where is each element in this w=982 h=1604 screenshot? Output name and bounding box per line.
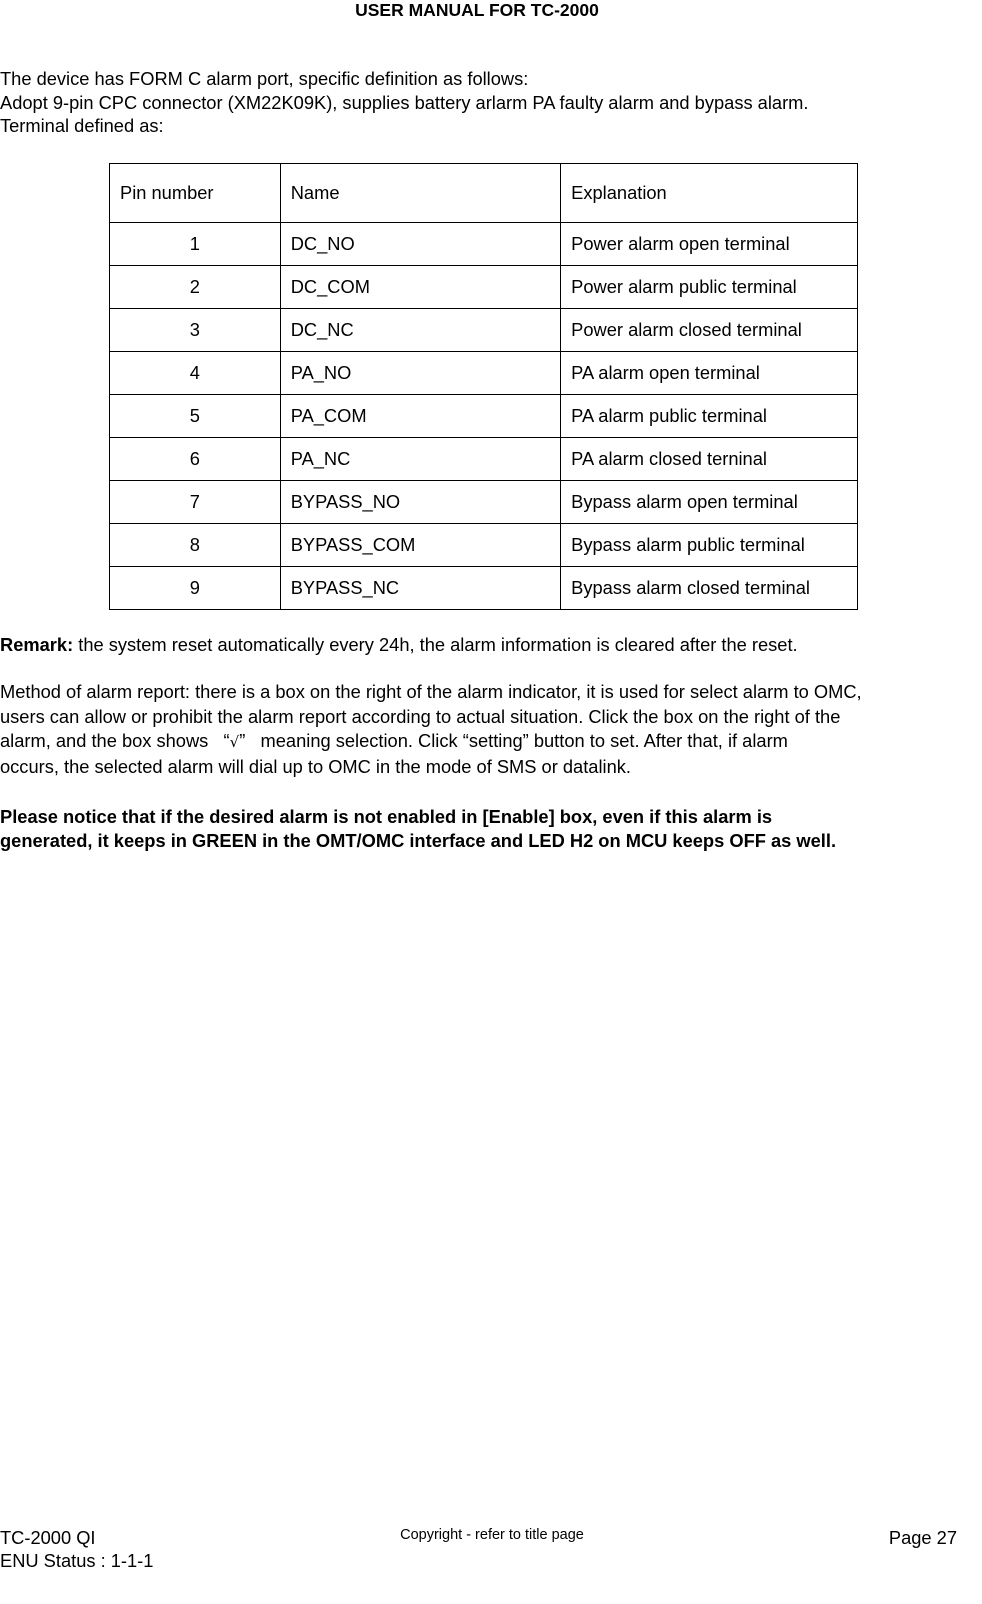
- pin-name-cell: PA_NO: [280, 352, 560, 395]
- table-row: [110, 395, 858, 438]
- table-row: [110, 438, 858, 481]
- notice-line: Please notice that if the desired alarm is not enabled in [Enable] box, even if this alarm is: [0, 806, 773, 827]
- pin-number-cell: 2: [110, 266, 281, 309]
- intro-line: Adopt 9-pin CPC connector (XM22K09K), supplies battery arlarm PA faulty alarm and bypass alarm.: [0, 91, 809, 113]
- pin-number-cell: 9: [110, 567, 281, 610]
- pin-explanation-cell: PA alarm closed terninal: [561, 438, 858, 481]
- pin-number-cell: 7: [110, 481, 281, 524]
- pin-name-cell: PA_COM: [280, 395, 560, 438]
- method-line-start: alarm, and the box shows “: [0, 730, 230, 751]
- table-row: [110, 567, 858, 610]
- intro-line: Terminal defined as:: [0, 115, 164, 136]
- column-header-name: Name: [280, 164, 560, 223]
- pin-definition-table: [109, 163, 858, 610]
- footer-document-info: [0, 1526, 153, 1572]
- footer-page-number: Page 27: [888, 1527, 957, 1548]
- pin-name-cell: PA_NC: [280, 438, 560, 481]
- intro-line: The device has FORM C alarm port, specific definition as follows:: [0, 68, 529, 89]
- pin-number-cell: 8: [110, 524, 281, 567]
- alarm-report-method-paragraph: [0, 680, 970, 779]
- pin-explanation-cell: Bypass alarm public terminal: [561, 524, 858, 567]
- pin-name-cell: DC_COM: [280, 266, 560, 309]
- pin-number-cell: 5: [110, 395, 281, 438]
- method-line: [0, 729, 970, 755]
- column-header-pin-number: Pin number: [110, 164, 281, 223]
- notice-line: generated, it keeps in GREEN in the OMT/OMC interface and LED H2 on MCU keeps OFF as well.: [0, 830, 837, 851]
- pin-name-cell: DC_NO: [280, 223, 560, 266]
- pin-number-cell: 4: [110, 352, 281, 395]
- pin-name-cell: BYPASS_COM: [280, 524, 560, 567]
- remark-text: the system reset automatically every 24h, the alarm information is cleared after the reset.: [73, 634, 798, 655]
- footer-status: ENU Status : 1-1-1: [0, 1550, 154, 1571]
- table-row: [110, 481, 858, 524]
- check-mark-icon: √: [229, 733, 240, 751]
- pin-explanation-cell: Power alarm closed terminal: [561, 309, 858, 352]
- pin-explanation-cell: Power alarm public terminal: [561, 266, 858, 309]
- pin-explanation-cell: Power alarm open terminal: [561, 223, 858, 266]
- notice-paragraph: [0, 805, 970, 853]
- table-row: [110, 223, 858, 266]
- pin-explanation-cell: Bypass alarm closed terminal: [561, 567, 858, 610]
- method-line: users can allow or prohibit the alarm report according to actual situation. Click the box on the right of the: [0, 705, 841, 727]
- table-row: [110, 309, 858, 352]
- remark-label: Remark:: [0, 634, 74, 655]
- pin-explanation-cell: PA alarm open terminal: [561, 352, 858, 395]
- method-line: Method of alarm report: there is a box on the right of the alarm indicator, it is used for select alarm to OMC,: [0, 681, 862, 702]
- column-header-explanation: Explanation: [561, 164, 858, 223]
- footer-copyright: Copyright - refer to title page: [400, 1527, 584, 1543]
- page-header-title: USER MANUAL FOR TC-2000: [355, 0, 599, 20]
- table-row: [110, 524, 858, 567]
- pin-number-cell: 3: [110, 309, 281, 352]
- method-line-end: ” meaning selection. Click “setting” button to set. After that, if alarm: [239, 730, 788, 751]
- footer-doc-id: TC-2000 QI: [0, 1527, 96, 1548]
- pin-number-cell: 6: [110, 438, 281, 481]
- pin-number-cell: 1: [110, 223, 281, 266]
- table-row: [110, 266, 858, 309]
- table-row: [110, 352, 858, 395]
- pin-name-cell: BYPASS_NO: [280, 481, 560, 524]
- pin-explanation-cell: Bypass alarm open terminal: [561, 481, 858, 524]
- pin-explanation-cell: PA alarm public terminal: [561, 395, 858, 438]
- intro-paragraph: [0, 67, 970, 138]
- pin-name-cell: DC_NC: [280, 309, 560, 352]
- pin-name-cell: BYPASS_NC: [280, 567, 560, 610]
- method-line: occurs, the selected alarm will dial up to OMC in the mode of SMS or datalink.: [0, 755, 631, 777]
- table-header-row: [110, 164, 858, 223]
- remark-paragraph: [0, 633, 970, 657]
